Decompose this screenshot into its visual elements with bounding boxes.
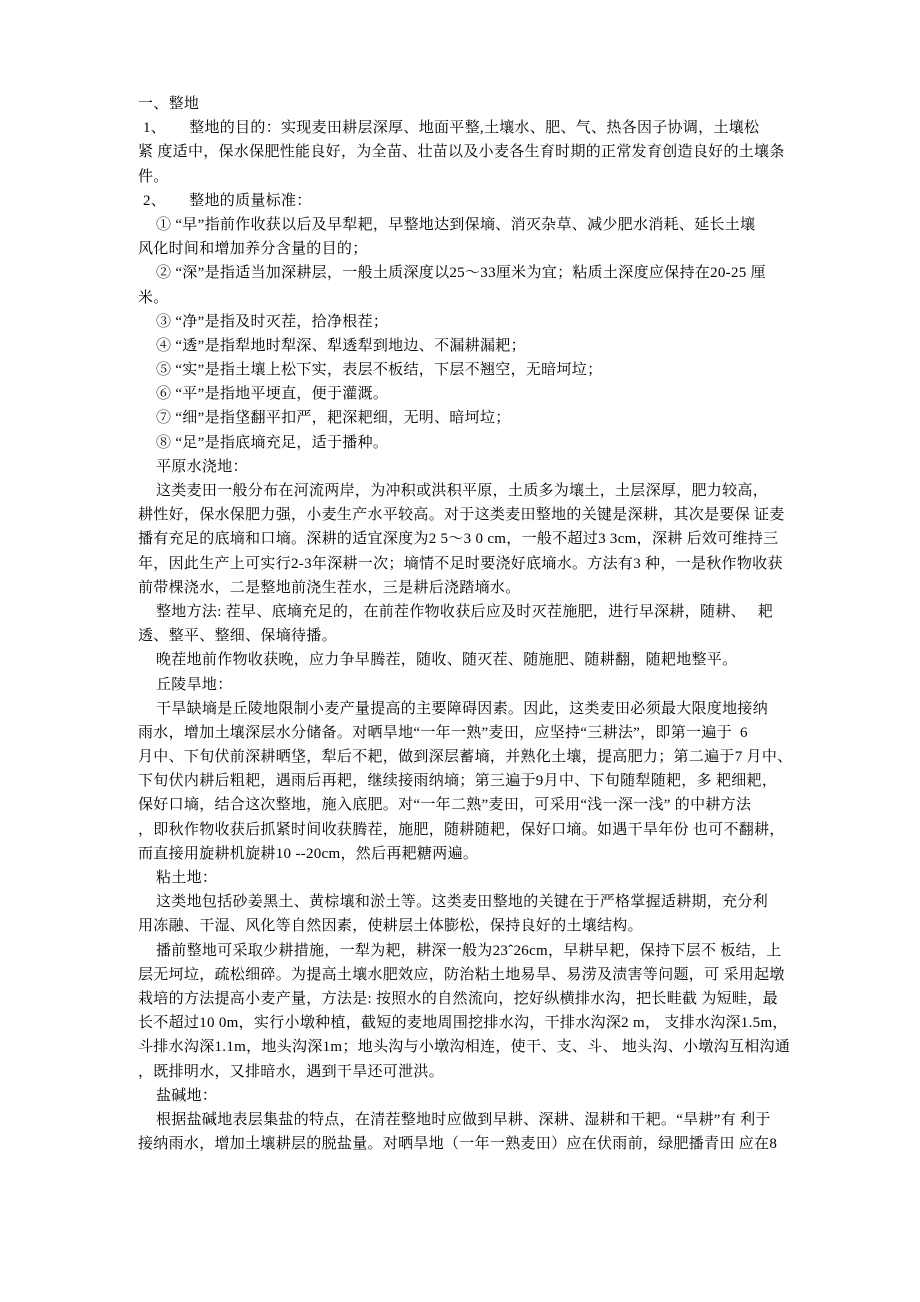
text-line: 这类麦田一般分布在河流两岸，为冲积或洪积平原，土质多为壤土，土层深厚，肥力较高， (156, 483, 769, 499)
text-line: ，既排明水，又排暗水，遇到干旱还可泄洪。 (138, 1063, 445, 1080)
text-line: ④ “透”是指犁地时犁深、犁透犁到地边、不漏耕漏耙； (156, 337, 526, 354)
text-line: 长不超过10 0m，实行小墩种植，截短的麦地周围挖排水沟，干排水沟深2 m， 支排水沟深1.5m， (138, 1015, 788, 1032)
text-line: 层无坷垃，疏松细碎。为提高土壤水肥效应，防治粘土地易旱、易涝及渍害等问题，可 采用起墩 (138, 966, 785, 983)
text-line: 整地方法: 茬早、底墒充足的，在前茬作物收获后应及时灭茬施肥，进行早深耕，随耕、 耙 (156, 603, 774, 620)
text-line: ⑥ “平”是指地平埂直，便于灌溉。 (156, 386, 389, 403)
document-text-body (138, 92, 798, 1156)
text-line: ① “早”指前作收获以后及早犁耙，早整地达到保墒、消灭杂草、减少肥水消耗、延长土壤 (156, 216, 756, 233)
text-line: ② “深”是指适当加深耕层，一般土质深度以25〜33厘米为宜；粘质土深度应保持在20-25 厘 (156, 265, 766, 282)
text-line: 1、 整地的目的：实现麦田耕层深厚、地面平整,土壤水、肥、气、热各因子协调，土壤松 (143, 120, 760, 137)
text-line: 月中、下旬伏前深耕晒垡，犁后不耙，做到深层蓄墒，并熟化土壤，提高肥力；第二遍于7 月中、 (138, 749, 793, 766)
text-line: 盐碱地： (156, 1087, 218, 1104)
text-line: ③ “净”是指及时灭茬，拾净根茬； (156, 313, 389, 330)
text-line: 下旬伏内耕后粗耙，遇雨后再耙，继续接雨纳墒；第三遍于9月中、下旬随犁随耙，多 耙细耙， (138, 773, 778, 790)
text-line: 平原水浇地： (156, 458, 248, 475)
text-line: 粘土地： (156, 870, 218, 886)
text-line: ⑤ “实”是指土壤上松下实，表层不板结，下层不翘空，无暗坷垃； (156, 362, 603, 379)
text-line: 用冻融、干湿、风化等自然因素，使耕层土体膨松，保持良好的土壤结构。 (138, 918, 643, 935)
text-line: 丘陵旱地： (156, 676, 233, 693)
text-line: 2、 整地的质量标准： (143, 192, 312, 209)
text-line: 播有充足的底墒和口墒。深耕的适宜深度为2 5〜3 0 cm，一般不超过3 3cm，深耕 后效可维持三 (138, 531, 779, 548)
text-line: 而直接用旋耕机旋耕10 --20cm，然后再耙糖两遍。 (138, 845, 479, 862)
text-line: 干旱缺墒是丘陵地限制小麦产量提高的主要障碍因素。因此，这类麦田必须最大限度地接纳 (156, 700, 769, 717)
text-line: 接纳雨水，增加土壤耕层的脱盐量。对晒旱地（一年一熟麦田）应在伏雨前，绿肥播青田 应在8 (138, 1136, 778, 1153)
text-line: 米。 (138, 289, 169, 306)
text-line: 紧 度适中，保水保肥性能良好，为全苗、壮苗以及小麦各生育时期的正常发育创造良好的土壤条 (138, 144, 785, 161)
text-line: 斗排水沟深1.1m，地头沟深1m；地头沟与小墩沟相连，使干、支、斗、 地头沟、小墩沟互相沟通 (138, 1039, 791, 1056)
text-line: 年，因此生产上可实行2-3年深耕一次；墒情不足时要浇好底墒水。方法有3 种，一是秋作物收获 (138, 555, 783, 572)
text-line: 栽培的方法提高小麦产量，方法是: 按照水的自然流向，挖好纵横排水沟，把长畦截 为短畦，最 (138, 990, 778, 1007)
text-line: ⑦ “细”是指垡翻平扣严，耙深耙细，无明、暗坷垃； (156, 410, 511, 427)
text-line: 透、整平、整细、保墒待播。 (138, 628, 337, 645)
text-line: 晚茬地前作物收获晚，应力争早腾茬，随收、随灭茬、随施肥、随耕翻，随耙地整平。 (156, 652, 738, 669)
text-line: ⑧ “足”是指底墒充足，适于播种。 (156, 434, 389, 451)
text-line: 风化时间和增加养分含量的目的； (138, 241, 368, 258)
text-line: ，即秋作物收获后抓紧时间收获腾茬，施肥，随耕随耙，保好口墒。如遇干旱年份 也可不翻耕， (138, 821, 785, 838)
text-line: 件。 (138, 168, 169, 185)
text-line: 这类地包括砂姜黑土、黄棕壤和淤土等。这类麦田整地的关键在于严格掌握适耕期，充分利 (156, 894, 769, 911)
document-heading: 一、整地 (138, 96, 200, 112)
text-line: 播前整地可采取少耕措施，一犁为耙，耕深一般为23ˆ26cm，早耕早耙，保持下层不 板结，上 (156, 942, 782, 959)
text-line: 前带棵浇水，二是整地前浇生茬水，三是耕后浇踏墒水。 (138, 579, 521, 596)
text-line: 雨水，增加土壤深层水分储备。对晒旱地“一年一熟”麦田，应坚持“三耕法”，即第一遍于 6 (138, 724, 748, 741)
text-line: 根据盐碱地表层集盐的特点，在清茬整地时应做到早耕、深耕、湿耕和干耙。“旱耕”有 利于 (156, 1111, 771, 1128)
text-line: 耕性好，保水保肥力强，小麦生产水平较高。对于这类麦田整地的关键是深耕，其次是要保 证麦 (138, 507, 785, 524)
text-line: 保好口墒，结合这次整地，施入底肥。对“一年二熟”麦田，可采用“浅一深一浅” 的中耕方法 (138, 797, 752, 814)
